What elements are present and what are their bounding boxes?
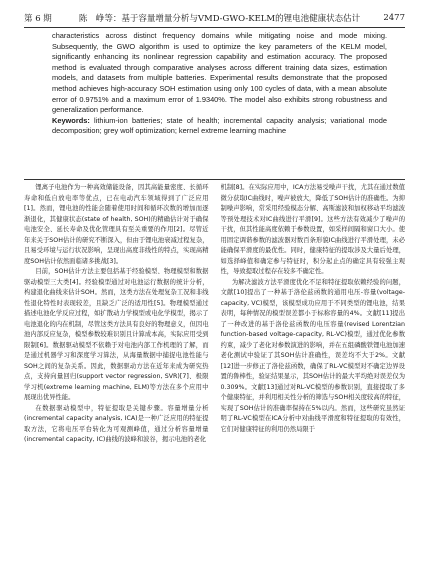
running-header: [24, 11, 405, 25]
abstract-divider: [24, 179, 405, 180]
paragraph: 锂离子电池作为一种高效储能设备，因其高能量密度、长循环寿命和低自放电率等优点，已在电动汽车领域得到了广泛应用[1]。然而，锂电池的性能会随着使用时间和循环次数的增加而逐渐退化，其健康状态(state of health, SOH)的精确估计对于确保电池安全、延长寿命及优化管理具有至关重要的作用[2]。尽管近年来关于SOH估计的研究不断深入，但由于锂电池衰减过程复杂，且易受环境与运行状况影响，呈现出高度非线性的特点，实现高精度SOH估计依然面临诸多挑战[3]。: [24, 184, 209, 265]
body-columns: [24, 183, 405, 568]
paragraph: 目前，SOH估计方法主要包括基于经验模型、物理模型和数据驱动模型三大类[4]。经验模型通过对电池运行数据的统计分析，构建退化曲线来估计SOH。然而，这类方法在处理复杂工况和非线性退化特性时表现较差，且缺乏广泛的适用性[5]。物理模型通过描述电池化学反应过程，如扩散动力学模型或电化学模型，揭示了电池退化的内在机制，尽管这类方法具有良好的物理意义，但因电池内部反应复杂，模型参数较难识别且计算成本高，实际应用受到限制[6]。数据驱动模型不依赖于对电池内部工作机理的了解，而是通过机器学习和深度学习算法，从海量数据中捕捉电池性能与SOH之间的复杂关系。因此，数据驱动方法在近年来成为研究热点，支持向量回归(support vector regression, SVR)[7]、极限学习机(extreme learning machine, ELM)等方法在多个应用中展现出优异性能。: [24, 268, 209, 401]
header-rule: [24, 27, 405, 28]
paragraph: 在数据驱动模型中，特征提取是关键步骤。容量增量分析(incremental capacity analysis, ICA)是一种广泛应用的特征提取方法，它将电压平台转化为可观测峰值，通过分析容量增量(incremental capacity, IC)曲线的波峰和波谷，揭示电池的老化: [24, 404, 209, 443]
issue-number: 第 6 期: [24, 14, 52, 24]
left-column: [24, 183, 209, 568]
keywords-text: lithium-ion batteries; state of health; incremental capacity analysis; variational mode decomposition; grey wolf optimization; kernel extreme learning machine: [52, 115, 387, 136]
right-column: [221, 183, 406, 568]
keywords-label: Keywords:: [52, 115, 90, 125]
keywords-line: [52, 116, 387, 137]
paragraph: 机制[8]。在实际应用中，ICA方法易受噪声干扰，尤其在通过数值微分获取IC曲线时，噪声被放大，降低了SOH估计的准确性。为抑制噪声影响，常采用经验模态分解、高斯滤波和加权移动平均滤波等预处理技术对IC曲线进行平滑[9]。这些方法有效减少了噪声的干扰，但其性能高度依赖于参数设置，如采样间隔和窗口大小。使用固定调谐参数的滤波器对数百条形貌IC曲线进行平滑处理，未必能确保平滑度的最优性。同时，健康特征的提取涉及大量后处理，如选择峰值和确定参与特征时，积分起止点的确定具有较强主观性，导致提取过程存在较多不确定性。: [220, 184, 405, 275]
abstract-body: characteristics across distinct frequency domains while mitigating noise and mode mixing. Subsequently, the GWO algorithm is used to optimize the key parameters of the KELM model, significantly enhancing its nonlinear regression capability and estimation accuracy. The proposed method is evaluated through comparative analyses across different training data sizes, estimation models, and datasets from multiple batteries. Experimental results demonstrate that the proposed method achieves high-accuracy SOH estimation using only 100 cycles of data, with a mean absolute error of 0.9751% and a maximum error of 1.9340%. The model also exhibits strong robustness and generalization performance.: [52, 31, 387, 115]
page-number: 2477: [383, 13, 405, 23]
english-abstract: [52, 31, 387, 137]
running-title: 陈 峥等：基于容量增量分析与VMD-GWO-KELM的锂电池健康状态估计: [78, 14, 361, 24]
paragraph: 为解决滤波方法平滑度优化不足和特征提取依赖经验的问题，文献[10]提出了一种基于洛伦兹函数的通用电压-容量(voltage-capacity, VC)模型，该模型成功应用于不同类型的锂电池，结果表明，每种情况的模型误差都小于标称容量的4%。文献[11]提出了一种改进的基于洛伦兹函数的电压容量(revised Lorentzian function-based voltage-capacity, RL-VC)模型，通过优化参数约束，减少了老化对参数演进的影响，并在五组磷酸铁锂电池加速老化测试中验证了其SOH估计准确性，误差均不大于2%。文献[12]进一步修正了洛伦兹函数，确保了RL-VC模型对不确定边界设置的鲁棒性，验证结果显示，其SOH估计的最大平均绝对误差仅为0.309%。文献[13]通过对RL-VC模型的参数识别，直接提取了多个健康特征，并利用相关性分析的筛选与SOH相关度较高的特征，实现了SOH估计的准确率保持在5%以内。然而，这些研究虽然证明了RL-VC模型在ICA分析中对曲线平滑度和特征提取的有效性，它们对健康特征的利用仍然局限于: [220, 278, 405, 433]
